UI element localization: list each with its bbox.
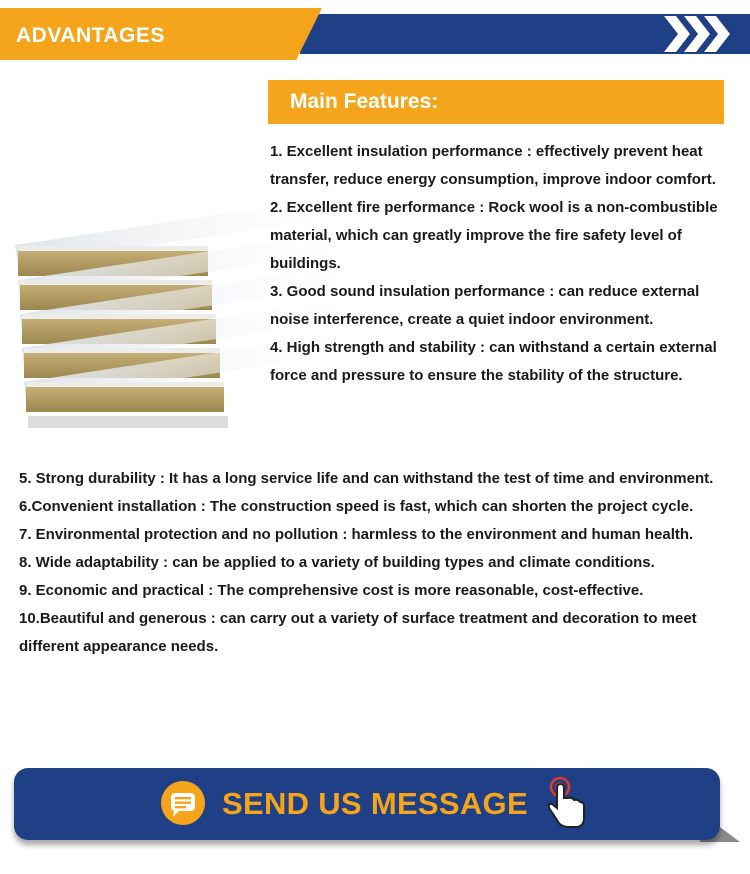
chevrons-right-icon — [662, 16, 732, 52]
feature-item: 10.Beautiful and generous : can carry out a variety of surface treatment and decoration to meet different appearance needs. — [19, 610, 697, 655]
feature-item: 8. Wide adaptability : can be applied to a variety of building types and climate conditions. — [19, 554, 655, 571]
send-message-label[interactable]: SEND US MESSAGE — [222, 786, 528, 821]
chat-bubble-icon — [160, 780, 206, 826]
section-title: ADVANTAGES — [16, 24, 165, 47]
feature-item: 9. Economic and practical : The comprehensive cost is more reasonable, cost-effective. — [19, 582, 644, 599]
pointing-hand-icon — [545, 776, 587, 830]
header-banner — [0, 0, 750, 62]
feature-item: 4. High strength and stability : can withstand a certain external force and pressure to ensure the stability of the structure. — [270, 339, 717, 384]
features-list-lower — [19, 465, 734, 661]
feature-item: 3. Good sound insulation performance : can reduce external noise interference, create a quiet indoor environment. — [270, 283, 700, 328]
feature-item: 2. Excellent fire performance : Rock wool is a non-combustible material, which can greatly improve the fire safety level of buildings. — [270, 199, 718, 272]
features-heading: Main Features: — [290, 90, 439, 113]
feature-item: 6.Convenient installation : The construction speed is fast, which can shorten the project cycle. — [19, 498, 694, 515]
feature-item: 5. Strong durability : It has a long service life and can withstand the test of time and environment. — [19, 470, 714, 487]
feature-item: 1. Excellent insulation performance : effectively prevent heat transfer, reduce energy consumption, improve indoor comfort. — [270, 143, 716, 188]
panel-layer — [28, 416, 228, 428]
features-list-upper — [270, 138, 740, 390]
feature-item: 7. Environmental protection and no pollution : harmless to the environment and human health. — [19, 526, 694, 543]
